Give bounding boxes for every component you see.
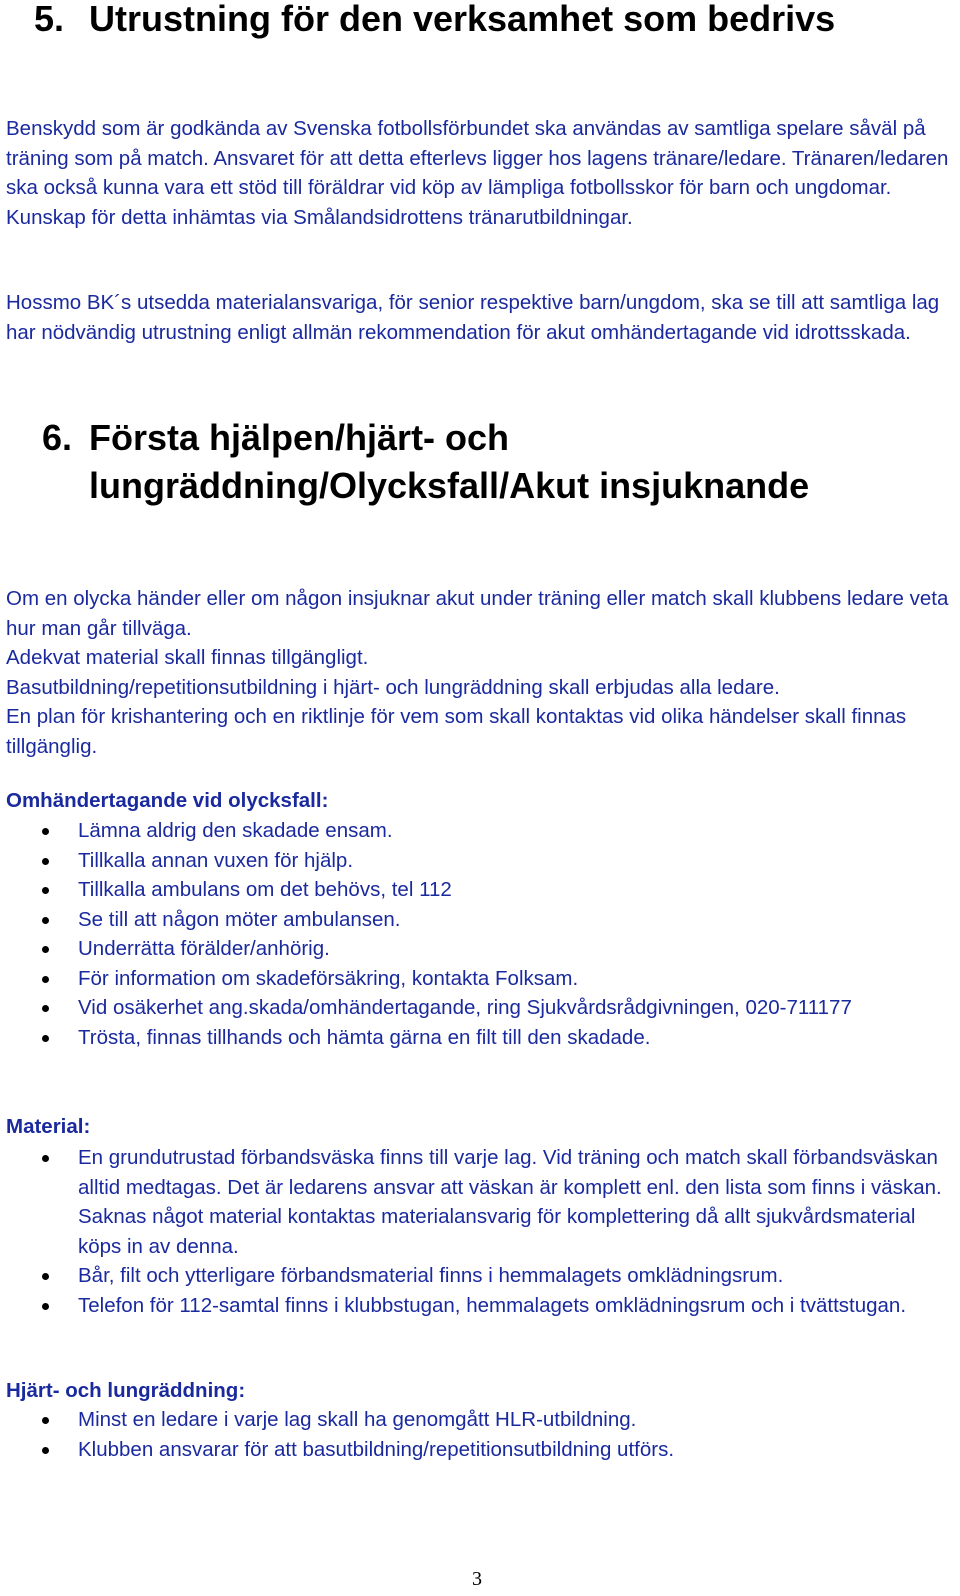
- page-number: 3: [472, 1568, 482, 1590]
- material-heading: Material:: [6, 1115, 91, 1138]
- bullet-icon: [42, 917, 49, 924]
- list-item: [6, 905, 954, 935]
- list-item: [6, 816, 954, 846]
- bullet-icon: [42, 1303, 49, 1310]
- section-6-number: 6.: [42, 417, 73, 458]
- section-5-paragraph-2: Hossmo BK´s utsedda materialansvariga, för senior respektive barn/ungdom, ska se till att samtliga lag har nödvändig utrustning enligt allmän rekommendation för akut omhändertagande vid idrottsskada.: [6, 291, 940, 344]
- section-6-intro: [6, 584, 954, 761]
- bullet-icon: [42, 1417, 49, 1424]
- intro-line: En plan för krishantering och en riktlinje för vem som skall kontaktas vid olika händelser skall finnas tillgänglig.: [6, 705, 907, 758]
- list-item: [6, 1435, 954, 1465]
- list-item-text: Se till att någon möter ambulansen.: [78, 907, 401, 931]
- cpr-list: [6, 1405, 954, 1464]
- list-item-text: Minst en ledare i varje lag skall ha genomgått HLR-utbildning.: [78, 1408, 637, 1431]
- list-item-text: Telefon för 112-samtal finns i klubbstugan, hemmalagets omklädningsrum och i tvättstugan.: [78, 1293, 907, 1317]
- bullet-icon: [42, 858, 49, 865]
- bullet-icon: [42, 1447, 49, 1454]
- accident-heading: Omhändertagande vid olycksfall:: [6, 789, 329, 812]
- list-item-text: Underrätta förälder/anhörig.: [78, 937, 330, 960]
- list-item: [6, 846, 954, 876]
- list-item-text: Klubben ansvarar för att basutbildning/repetitionsutbildning utförs.: [78, 1437, 675, 1461]
- list-item-text: Tillkalla ambulans om det behövs, tel 112: [78, 878, 452, 901]
- list-item: [6, 934, 954, 964]
- list-item: [6, 1023, 954, 1053]
- list-item: [6, 1291, 954, 1321]
- list-item: [6, 1143, 954, 1261]
- list-item-text: Trösta, finnas tillhands och hämta gärna en filt till den skadade.: [78, 1025, 651, 1049]
- list-item: [6, 993, 954, 1023]
- list-item: [6, 1405, 954, 1435]
- list-item-text: Tillkalla annan vuxen för hjälp.: [78, 848, 354, 872]
- intro-line: Basutbildning/repetitionsutbildning i hjärt- och lungräddning skall erbjudas alla ledare.: [6, 675, 780, 699]
- bullet-icon: [42, 976, 49, 983]
- section-5-heading: [34, 0, 894, 43]
- list-item-text: För information om skadeförsäkring, kontakta Folksam.: [78, 966, 579, 990]
- cpr-heading: Hjärt- och lungräddning:: [6, 1379, 246, 1402]
- section-6-heading: [42, 414, 922, 510]
- list-item-text: Bår, filt och ytterligare förbandsmaterial finns i hemmalagets omklädningsrum.: [78, 1264, 784, 1287]
- accident-list: [6, 816, 954, 1052]
- section-5-number: 5.: [34, 0, 65, 39]
- bullet-icon: [42, 887, 49, 894]
- list-item: [6, 875, 954, 905]
- list-item-text: Lämna aldrig den skadade ensam.: [78, 819, 393, 842]
- section-6-title: Första hjälpen/hjärt- och lungräddning/Olycksfall/Akut insjuknande: [89, 417, 810, 506]
- section-5-title: Utrustning för den verksamhet som bedrivs: [89, 0, 836, 39]
- bullet-icon: [42, 1005, 49, 1012]
- bullet-icon: [42, 946, 49, 953]
- section-5-paragraph-1: Benskydd som är godkända av Svenska fotbollsförbundet ska användas av samtliga spelare såväl på träning som på match. Ansvaret för att detta efterlevs ligger hos lagens tränare/ledare. Tränaren/ledaren ska också kunna vara ett stöd till föräldrar vid köp av lämpliga fotbollsskor för barn och ungdomar. Kunskap för detta inhämtas via Smålandsidrottens tränarutbildningar.: [6, 117, 949, 229]
- bullet-icon: [42, 1035, 49, 1042]
- bullet-icon: [42, 828, 49, 835]
- bullet-icon: [42, 1155, 49, 1162]
- list-item-text: Vid osäkerhet ang.skada/omhändertagande, ring Sjukvårdsrådgivningen, 020-711177: [78, 996, 852, 1019]
- intro-line: Om en olycka händer eller om någon insjuknar akut under träning eller match skall klubbens ledare veta hur man går tillväga.: [6, 587, 949, 640]
- bullet-icon: [42, 1273, 49, 1280]
- list-item: [6, 964, 954, 994]
- list-item-text: En grundutrustad förbandsväska finns till varje lag. Vid träning och match skall förbandsväskan alltid medtagas. Det är ledarens ansvar att väskan är komplett enl. den lista som finns i väskan. Saknas något material kontaktas materialansvarig för komplettering då allt sjukvårdsmaterial köps in av denna.: [78, 1146, 942, 1258]
- intro-line: Adekvat material skall finnas tillgängligt.: [6, 646, 369, 669]
- material-list: [6, 1143, 954, 1320]
- list-item: [6, 1261, 954, 1291]
